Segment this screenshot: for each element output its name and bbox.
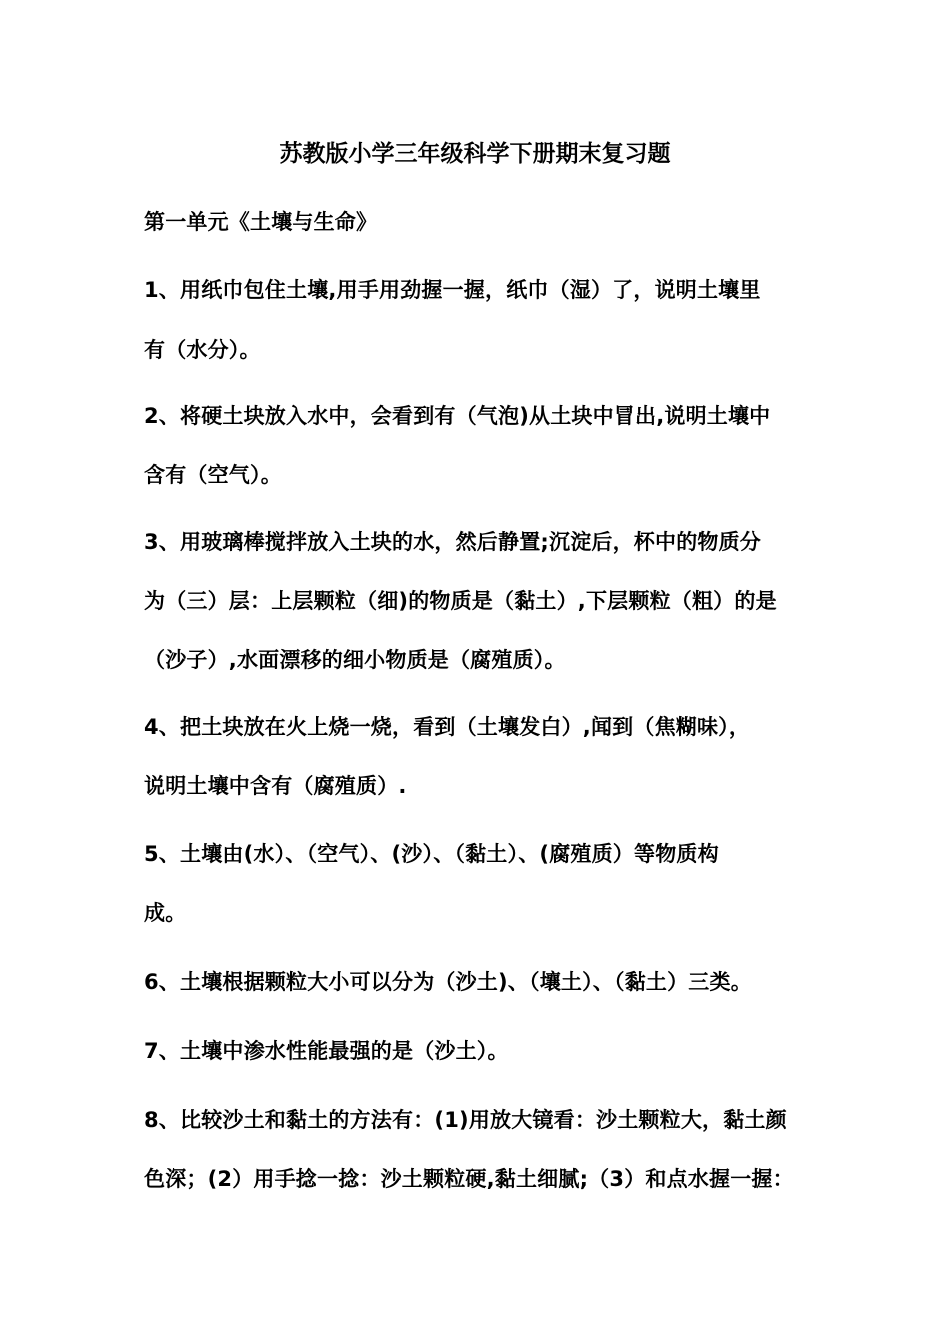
question-3-line-3: （沙子）,水面漂移的细小物质是（腐殖质）。 xyxy=(144,648,566,672)
question-3-line-2: 为（三）层：上层颗粒（细)的物质是（黏土）,下层颗粒（粗）的是 xyxy=(144,589,777,613)
question-1-line-1: 1、用纸巾包住土壤,用手用劲握一握，纸巾（湿）了，说明土壤里 xyxy=(144,278,761,302)
question-2-line-2: 含有（空气）。 xyxy=(144,463,282,487)
unit-heading: 第一单元《土壤与生命》 xyxy=(144,210,378,234)
question-1-line-2: 有（水分）。 xyxy=(144,338,261,362)
question-3-line-1: 3、用玻璃棒搅拌放入土块的水，然后静置;沉淀后，杯中的物质分 xyxy=(144,530,762,554)
question-8-line-1: 8、比较沙土和黏土的方法有：(1)用放大镜看：沙土颗粒大，黏土颜 xyxy=(144,1108,787,1132)
question-8-line-2: 色深；(2）用手捻一捻：沙土颗粒硬,黏土细腻;（3）和点水握一握： xyxy=(144,1167,794,1191)
question-4-line-2: 说明土壤中含有（腐殖质）. xyxy=(144,774,407,798)
question-5-line-2: 成。 xyxy=(144,901,187,925)
question-7-line: 7、土壤中渗水性能最强的是（沙土）。 xyxy=(144,1039,509,1063)
question-4-line-1: 4、把土块放在火上烧一烧，看到（土壤发白）,闻到（焦糊味）， xyxy=(144,715,751,739)
question-2-line-1: 2、将硬土块放入水中，会看到有（气泡)从土块中冒出,说明土壤中 xyxy=(144,404,771,428)
question-6-line: 6、土壤根据颗粒大小可以分为（沙土)、（壤土）、（黏土）三类。 xyxy=(144,970,752,994)
document-title: 苏教版小学三年级科学下册期末复习题 xyxy=(279,141,671,167)
question-5-line-1: 5、土壤由(水）、（空气）、(沙）、（黏土）、(腐殖质）等物质构 xyxy=(144,842,719,866)
